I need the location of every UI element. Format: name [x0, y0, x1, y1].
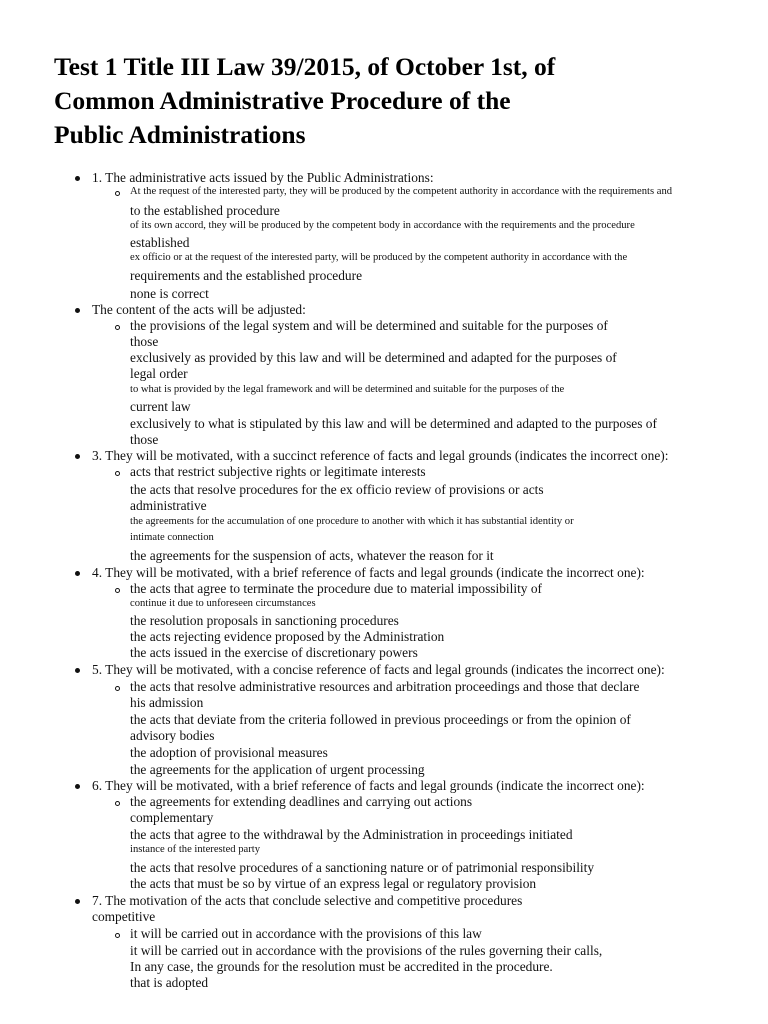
answer-line: it will be carried out in accordance with the provisions of the rules governing their calls,: [130, 943, 603, 958]
answer-line: intimate connection: [130, 532, 214, 543]
question-text: 6. They will be motivated, with a brief reference of facts and legal grounds (indicate the incorrect one):: [92, 778, 645, 793]
answer-line: advisory bodies: [130, 728, 215, 743]
answer-line: the provisions of the legal system and will be determined and suitable for the purposes of: [130, 318, 608, 333]
answer-line: none is correct: [130, 286, 209, 301]
page-title: [54, 50, 674, 152]
bullet-circle: [115, 191, 120, 196]
answer-line: to what is provided by the legal framework and will be determined and suitable for the purposes of the: [130, 384, 565, 395]
bullet-circle: [115, 471, 120, 476]
answer-line: the acts that resolve procedures of a sanctioning nature or of patrimonial responsibility: [130, 860, 595, 875]
answer-line: the agreements for the suspension of acts, whatever the reason for it: [130, 548, 494, 563]
bullet-circle: [115, 588, 120, 593]
answer-line: the acts issued in the exercise of discretionary powers: [130, 645, 418, 660]
question-text: 1. The administrative acts issued by the Public Administrations:: [92, 170, 434, 185]
answer-line: established: [130, 235, 190, 250]
answer-line: In any case, the grounds for the resolution must be accredited in the procedure.: [130, 959, 553, 974]
bullet-disc: [75, 308, 80, 313]
answer-line: those: [130, 432, 159, 447]
answer-line: current law: [130, 399, 191, 414]
bullet-circle: [115, 933, 120, 938]
bullet-circle: [115, 686, 120, 691]
answer-line: instance of the interested party: [130, 844, 261, 855]
bullet-circle: [115, 325, 120, 330]
answer-line: exclusively as provided by this law and will be determined and adapted for the purposes of: [130, 350, 617, 365]
question-text: competitive: [92, 909, 156, 924]
title-line: Public Administrations: [54, 120, 306, 149]
answer-line: requirements and the established procedure: [130, 268, 363, 283]
title-line: Common Administrative Procedure of the: [54, 86, 511, 115]
answer-line: At the request of the interested party, they will be produced by the competent authority in accordance with the requirements and: [130, 186, 673, 197]
answer-line: to the established procedure: [130, 203, 280, 218]
answer-line: the acts rejecting evidence proposed by the Administration: [130, 629, 445, 644]
answer-line: legal order: [130, 366, 188, 381]
answer-line: the agreements for the accumulation of one procedure to another with which it has substantial identity or: [130, 516, 574, 527]
answer-line: continue it due to unforeseen circumstances: [130, 598, 316, 609]
bullet-disc: [75, 668, 80, 673]
answer-line: of its own accord, they will be produced by the competent body in accordance with the requirements and the procedure: [130, 220, 635, 231]
answer-line: those: [130, 334, 159, 349]
bullet-disc: [75, 571, 80, 576]
answer-line: the acts that agree to the withdrawal by the Administration in proceedings initiated: [130, 827, 573, 842]
question-text: 5. They will be motivated, with a concise reference of facts and legal grounds (indicates the incorrect one):: [92, 662, 665, 677]
bullet-disc: [75, 899, 80, 904]
answer-line: the acts that resolve administrative resources and arbitration proceedings and those that declare: [130, 679, 640, 694]
answer-line: the resolution proposals in sanctioning procedures: [130, 613, 399, 628]
question-text: 3. They will be motivated, with a succinct reference of facts and legal grounds (indicates the incorrect one):: [92, 448, 669, 463]
answer-line: ex officio or at the request of the interested party, will be produced by the competent authority in accordance with the: [130, 252, 628, 263]
answer-line: that is adopted: [130, 975, 209, 990]
bullet-circle: [115, 801, 120, 806]
answer-line: complementary: [130, 810, 214, 825]
answer-line: administrative: [130, 498, 207, 513]
answer-line: the adoption of provisional measures: [130, 745, 328, 760]
bullet-disc: [75, 176, 80, 181]
bullet-disc: [75, 454, 80, 459]
question-text: The content of the acts will be adjusted:: [92, 302, 306, 317]
answer-line: the acts that deviate from the criteria followed in previous proceedings or from the opinion of: [130, 712, 631, 727]
answer-line: the acts that must be so by virtue of an express legal or regulatory provision: [130, 876, 537, 891]
answer-line: the agreements for extending deadlines and carrying out actions: [130, 794, 473, 809]
answer-line: the acts that agree to terminate the procedure due to material impossibility of: [130, 581, 542, 596]
question-text: 7. The motivation of the acts that conclude selective and competitive procedures: [92, 893, 523, 908]
question-text: 4. They will be motivated, with a brief reference of facts and legal grounds (indicate the incorrect one):: [92, 565, 645, 580]
answer-line: it will be carried out in accordance with the provisions of this law: [130, 926, 482, 941]
answer-line: exclusively to what is stipulated by this law and will be determined and adapted to the purposes of: [130, 416, 657, 431]
answer-line: the acts that resolve procedures for the ex officio review of provisions or acts: [130, 482, 544, 497]
title-line: Test 1 Title III Law 39/2015, of October 1st, of: [54, 52, 556, 81]
bullet-disc: [75, 784, 80, 789]
answer-line: his admission: [130, 695, 204, 710]
answer-line: acts that restrict subjective rights or legitimate interests: [130, 464, 426, 479]
answer-line: the agreements for the application of urgent processing: [130, 762, 425, 777]
